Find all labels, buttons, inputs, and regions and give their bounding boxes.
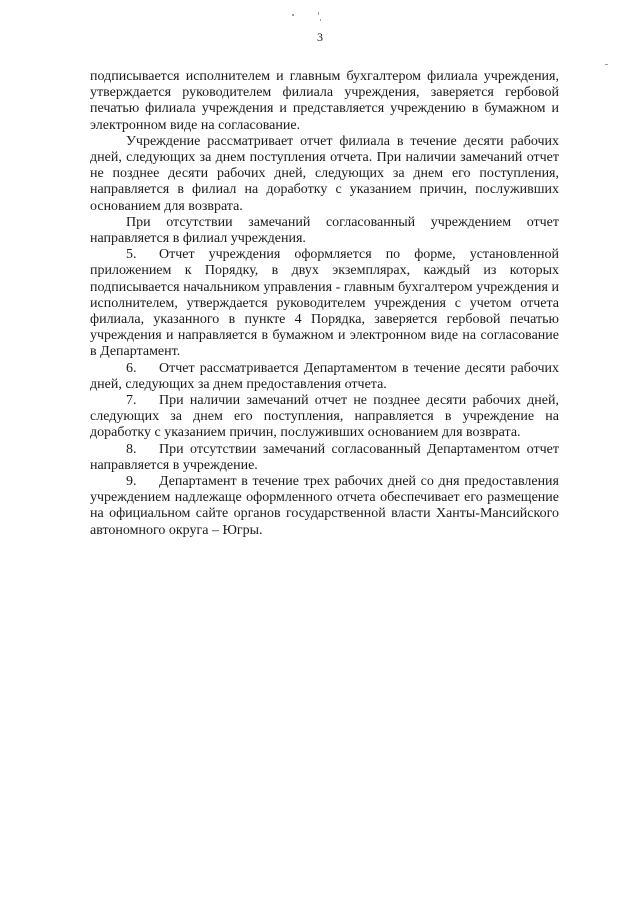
scan-artifact (318, 12, 319, 15)
page-number: 3 (317, 30, 323, 44)
paragraph-text: При наличии замечаний отчет не позднее десяти рабочих дней, следующих за днем его поступления, направляется в учреждение на доработку с указанием причин, послуживших основанием для возврата. (90, 393, 559, 441)
scan-artifact (292, 14, 294, 16)
paragraph-text: Отчет рассматривается Департаментом в течение десяти рабочих дней, следующих за днем предоставления отчета. (90, 360, 559, 392)
numbered-paragraph (90, 474, 559, 539)
paragraph-text: При отсутствии замечаний согласованный Департаментом отчет направляется в учреждение. (90, 441, 559, 473)
paragraph-text: подписывается исполнителем и главным бухгалтером филиала учреждения, утверждается руководителем филиала учреждения, заверяется гербовой печатью филиала учреждения и представляется учреждению в бумажном и электронном виде на согласование. (90, 69, 559, 133)
numbered-paragraph (90, 393, 559, 442)
scan-artifact (605, 64, 608, 65)
paragraph-text: Учреждение рассматривает отчет филиала в течение десяти рабочих дней, следующих за днем поступления отчета. При наличии замечаний отчет не позднее десяти рабочих дней, следующих за днем его поступления, направляется в филиал на доработку с указанием причин, послуживших основанием для возврата. (90, 133, 559, 214)
paragraph-number: 8. (126, 441, 137, 457)
paragraph-number: 9. (126, 474, 137, 490)
paragraph (90, 215, 559, 247)
paragraph-number: 6. (126, 360, 137, 376)
paragraph-text: Департамент в течение трех рабочих дней со дня предоставления учреждением надлежаще оформленного отчета обеспечивает его размещение на официальном сайте органов государственной власти Ханты-Мансийского автономного округа – Югры. (90, 474, 559, 538)
paragraph-continuation (90, 69, 559, 134)
paragraph-number: 5. (126, 247, 137, 263)
paragraph (90, 134, 559, 215)
paragraph-text: Отчет учреждения оформляется по форме, установленной приложением к Порядку, в двух экземплярах, каждый из которых подписывается начальником управления - главным бухгалтером учреждения и исполнителем, утверждается руководителем учреждения с учетом отчета филиала, указанного в пункте 4 Порядка, заверяется гербовой печатью учреждения и направляется в бумажном и электронном виде на согласование в Департамент. (90, 247, 559, 360)
document-body (90, 69, 559, 539)
numbered-paragraph (90, 442, 559, 474)
paragraph-text: При отсутствии замечаний согласованный учреждением отчет направляется в филиал учреждения. (90, 214, 559, 247)
paragraph-number: 7. (126, 393, 137, 409)
scan-artifact (320, 19, 321, 21)
numbered-paragraph (90, 361, 559, 393)
numbered-paragraph (90, 247, 559, 360)
